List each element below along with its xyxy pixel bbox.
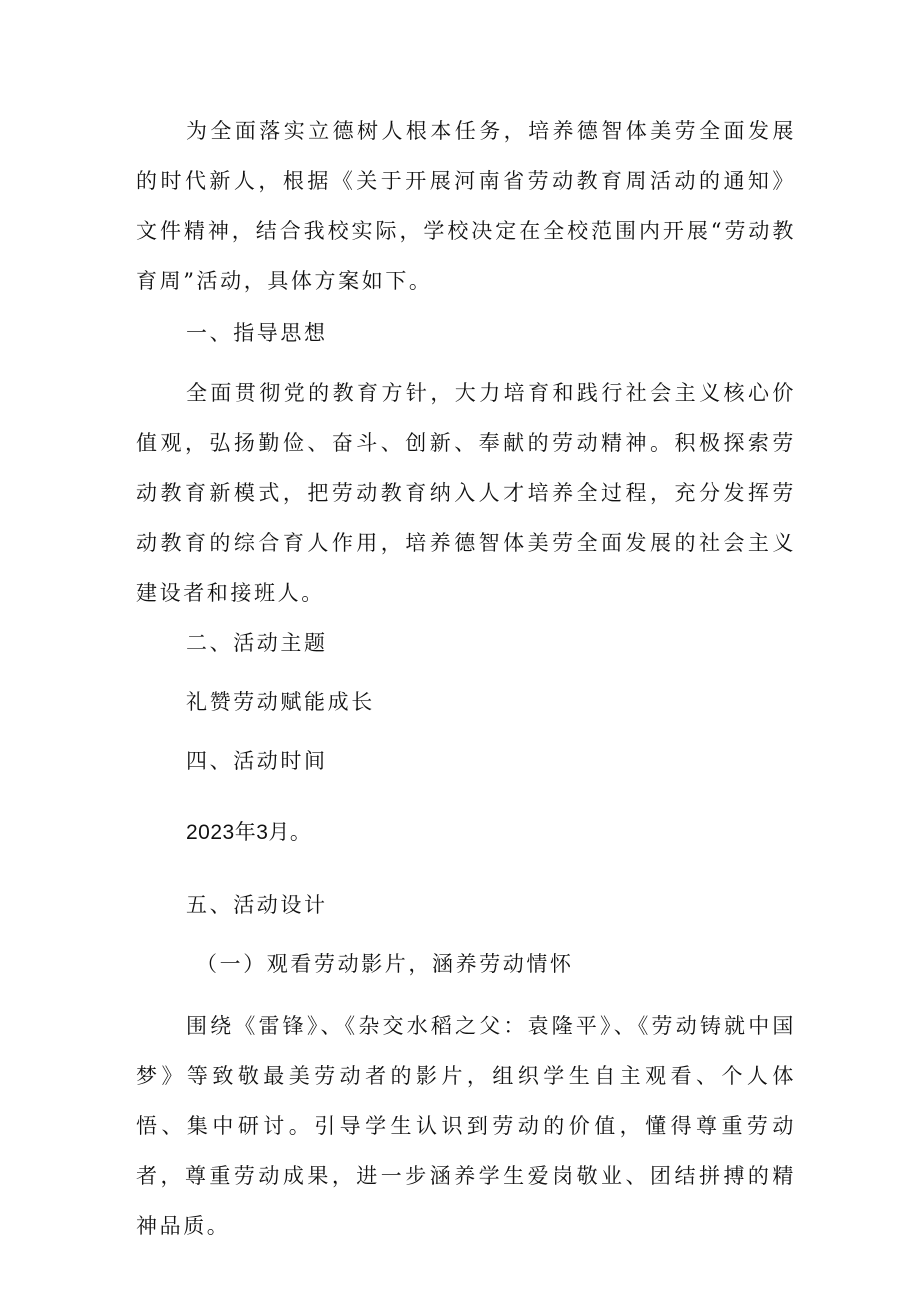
guiding-ideology-paragraph: 全面贯彻党的教育方针，大力培育和践行社会主义核心价值观，弘扬勤俭、奋斗、创新、奉献的劳动精神。积极探索劳动教育新模式，把劳动教育纳入人才培养全过程，充分发挥劳动教育的综合育人作用，培养德智体美劳全面发展的社会主义建设者和接班人。 <box>136 381 796 605</box>
section-heading-activity-theme: 二、活动主题 <box>186 631 328 655</box>
activity-time-text: 2023年3月。 <box>186 821 312 844</box>
activity-theme-text: 礼赞劳动赋能成长 <box>186 690 375 714</box>
watch-films-paragraph: 围绕《雷锋》、《杂交水稻之父：袁隆平》、《劳动铸就中国梦》等致敬最美劳动者的影片，组织学生自主观看、个人体悟、集中研讨。引导学生认识到劳动的价值，懂得尊重劳动者，尊重劳动成果，进一步涵养学生爱岗敬业、团结拼搏的精神品质。 <box>136 1014 796 1238</box>
intro-paragraph: 为全面落实立德树人根本任务，培养德智体美劳全面发展的时代新人，根据《关于开展河南省劳动教育周活动的通知》文件精神，结合我校实际，学校决定在全校范围内开展“劳动教育周”活动，具体方案如下。 <box>136 119 796 293</box>
subsection-heading-watch-films: （一）观看劳动影片，涵养劳动情怀 <box>196 952 574 976</box>
section-heading-activity-design: 五、活动设计 <box>186 893 328 917</box>
section-heading-guiding-ideology: 一、指导思想 <box>186 321 328 345</box>
section-heading-activity-time: 四、活动时间 <box>186 749 328 773</box>
